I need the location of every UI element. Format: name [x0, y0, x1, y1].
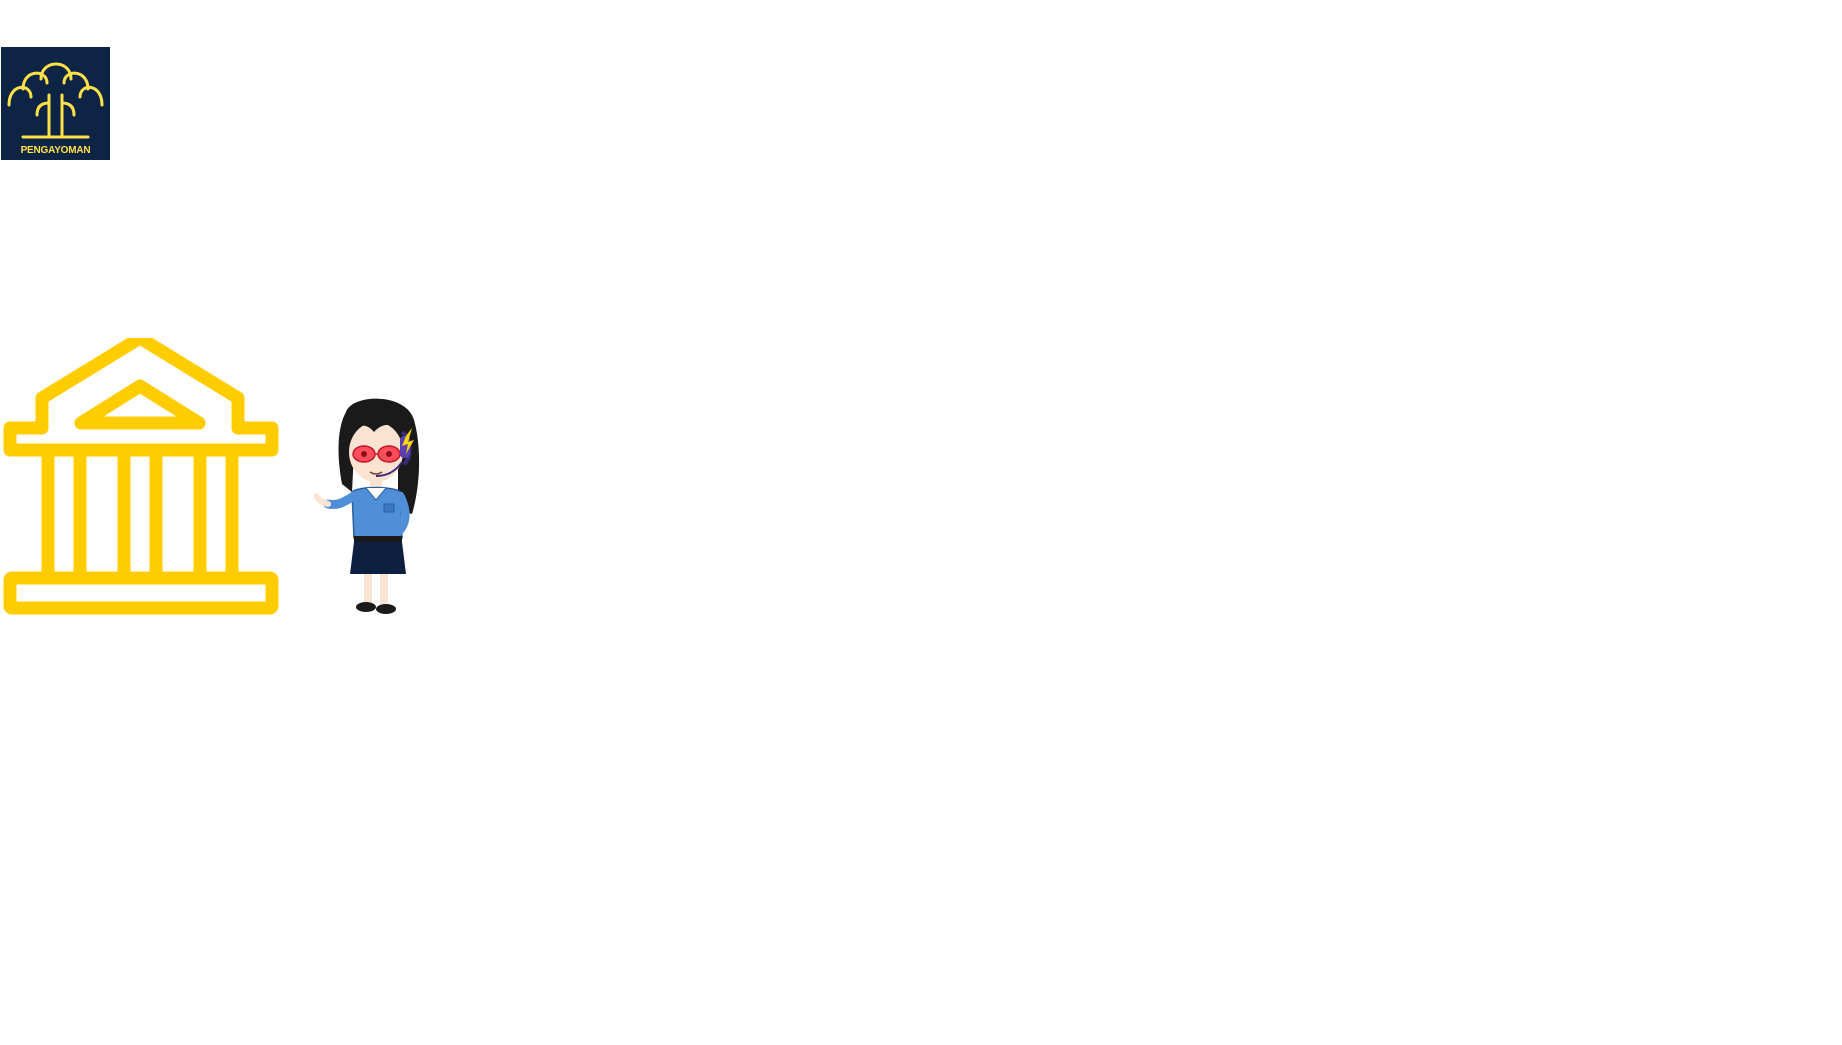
logo-label: PENGAYOMAN: [20, 145, 91, 156]
institution-building-icon: [2, 338, 280, 616]
pengayoman-logo: [1, 47, 110, 160]
pengayoman-tree-icon: [1, 47, 110, 145]
officer-mascot-icon: [314, 392, 432, 616]
